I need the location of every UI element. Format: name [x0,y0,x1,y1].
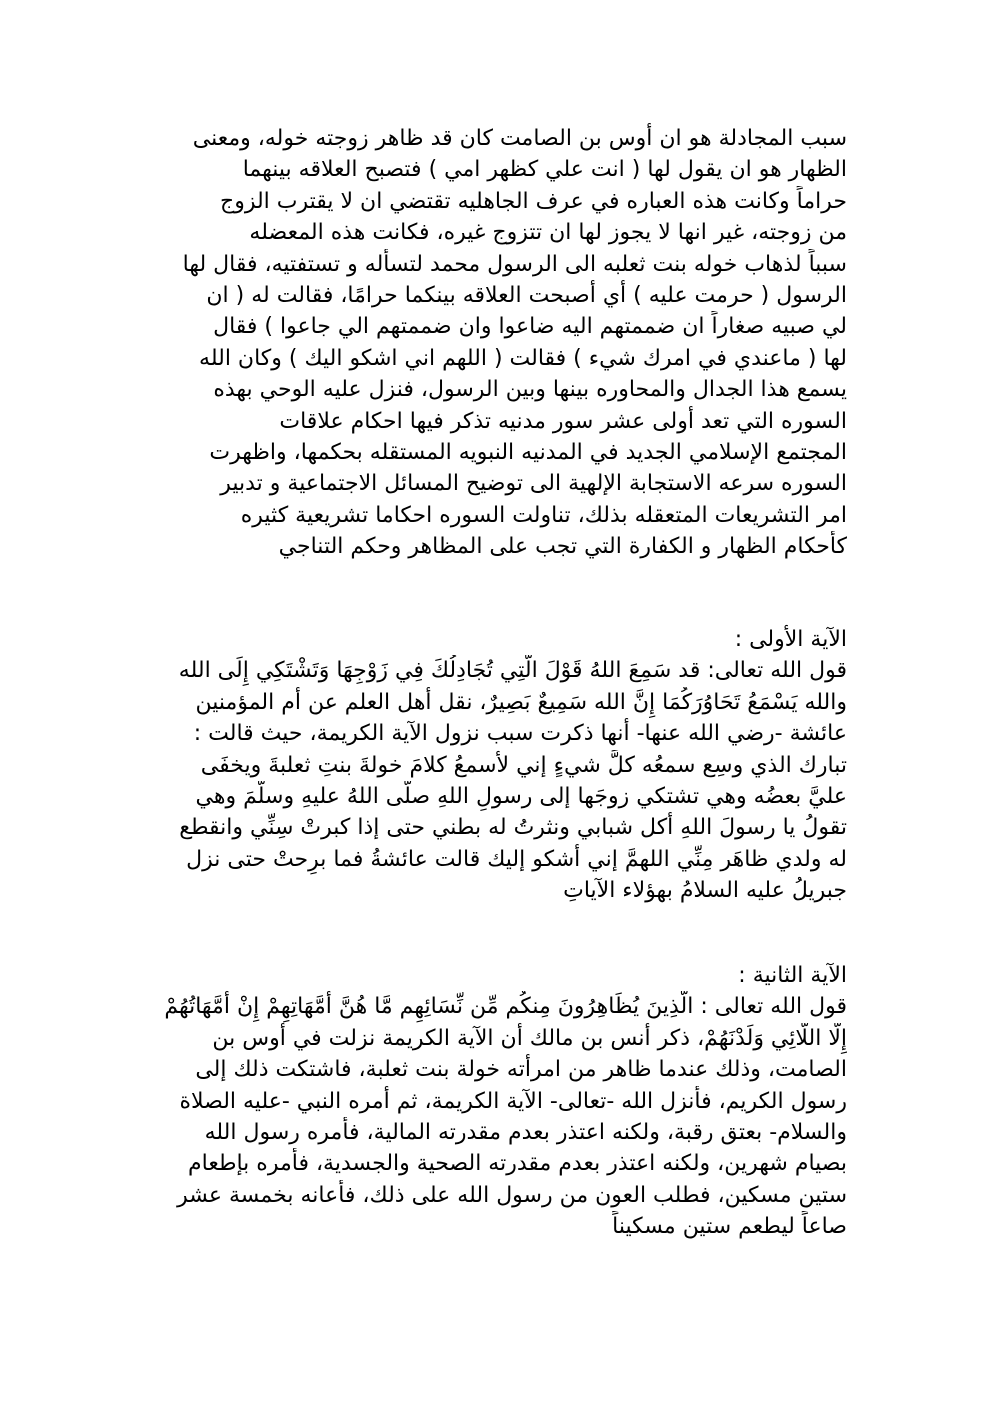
verse2-heading: الآية الثانية : [738,963,847,988]
verse2-line: ستين مسكين، فطلب العون من رسول الله على ذلك، فأعانه بخمسة عشر [177,1182,847,1208]
verse1-line: عليَّ بعضُه وهي تشتكي زوجَها إلى رسولِ اللهِ صلَّى اللهُ عليهِ وسلَّمَ وهي [195,784,847,810]
verse1-line: جبريلُ عليه السلامُ بهؤلاء الآياتِ [563,878,847,904]
verse2-line: صاعاً ليطعم ستين مسكيناً [612,1214,847,1240]
intro-line: كأحكام الظهار و الكفارة التي تجب على المظاهر وحكم التناجي [278,534,847,560]
intro-line: الظهار هو ان يقول لها ( انت علي كظهر امي ) فتصبح العلاقه بينهما [242,157,847,183]
intro-line: السوره التي تعد أولى عشر سور مدنيه تذكر فيها احكام علاقات [279,408,847,434]
verse2-line: بصيام شهرين، ولكنه اعتذر بعدم مقدرته الصحية والجسدية، فأمره بإطعام [188,1151,847,1177]
verse1-heading: الآية الأولى : [734,627,847,652]
intro-line: سبب المجادلة هو ان أوس بن الصامت كان قد ظاهر زوجته خوله، ومعنى [192,126,847,151]
verse2-line: قول الله تعالى : الَّذِينَ يُظَاهِرُونَ مِنكُم مِّن نِّسَائِهِم مَّا هُنَّ أُمَّهَاتِهِمْ إِنْ أُمَّهَاتُهُمْ [164,994,847,1020]
verse2-line: إِلَّا اللَّائِي وَلَدْنَهُمْ، ذكر أنس بن مالك أن الآية الكريمة نزلت في أوس بن [212,1025,847,1051]
verse1-line: له ولدي ظاهَر مِنِّي اللهمَّ إني أشكو إليك قالت عائشةُ فما برِحتْ حتى نزل [186,846,847,872]
verse1-line: تقولُ يا رسولَ اللهِ أكل شبابي ونثرتُ له بطني حتى إذا كبرتْ سِنِّي وانقطع [179,815,847,841]
intro-line: لها ( ماعندي في امرك شيء ) فقالت ( اللهم اني اشكو اليك ) وكان الله [199,345,847,371]
intro-line: يسمع هذا الجدال والمحاوره بينها وبين الرسول، فنزل عليه الوحي بهذه [213,377,847,403]
intro-line: امر التشريعات المتعقله بذلك، تناولت السوره احكاما تشريعية كثيره [240,502,847,528]
verse1-line: تبارك الذي وسِع سمعُه كلَّ شيءٍ إني لأسمعُ كلامَ خولةَ بنتِ ثعلبةَ ويخفَى [200,752,847,778]
verse1-line: عائشة -رضي الله عنها- أنها ذكرت سبب نزول الآية الكريمة، حيث قالت : [193,721,847,747]
intro-line: لي صبيه صغاراً ان ضممتهم اليه ضاعوا وان ضممتهم الي جاعوا ) فقال [213,314,847,340]
intro-line: السوره سرعه الاستجابة الإلهية الى توضيح المسائل الاجتماعية و تدبير [220,471,847,497]
verse2-line: رسول الكريم، فأنزل الله -تعالى- الآية الكريمة، ثم أمره النبي -عليه الصلاة [179,1088,847,1114]
intro-line: سبباً لذهاب خوله بنت ثعلبه الى الرسول محمد لتسأله و تستفتيه، فقال لها [182,251,847,277]
verse1-section [140,624,847,907]
verse2-line: والسلام- بعتق رقبة، ولكنه اعتذر بعدم مقدرته المالية، فأمره رسول الله [204,1120,847,1146]
verse2-line: الصامت، وذلك عندما ظاهر من امرأته خولة بنت ثعلبة، فاشتكت ذلك إلى [195,1057,847,1083]
verse1-line: قول الله تعالى: قد سَمِعَ اللهُ قَوْلَ الَّتِي تُجَادِلُكَ فِي زَوْجِهَا وَتَشْتَكِي إِلَى الله [178,658,847,684]
intro-line: من زوجته، غير انها لا يجوز لها ان تتزوج غيره، فكانت هذه المعضله [249,220,847,246]
verse1-line: والله يَسْمَعُ تَحَاوُرَكُمَا إِنَّ الله سَمِيعٌ بَصِيرٌ، نقل أهل العلم عن أم المؤمنين [195,689,847,715]
verse2-section [140,960,847,1243]
intro-line: المجتمع الإسلامي الجديد في المدنيه النبويه المستقله بحكمها، واظهرت [209,440,847,466]
intro-line: حراماً وكانت هذه العباره في عرف الجاهليه تقتضي ان لا يقترب الزوج [220,188,847,214]
intro-paragraph [140,123,847,563]
intro-line: الرسول ( حرمت عليه ) أي أصبحت العلاقه بينكما حرامًا، فقالت له ( ان [206,283,847,309]
